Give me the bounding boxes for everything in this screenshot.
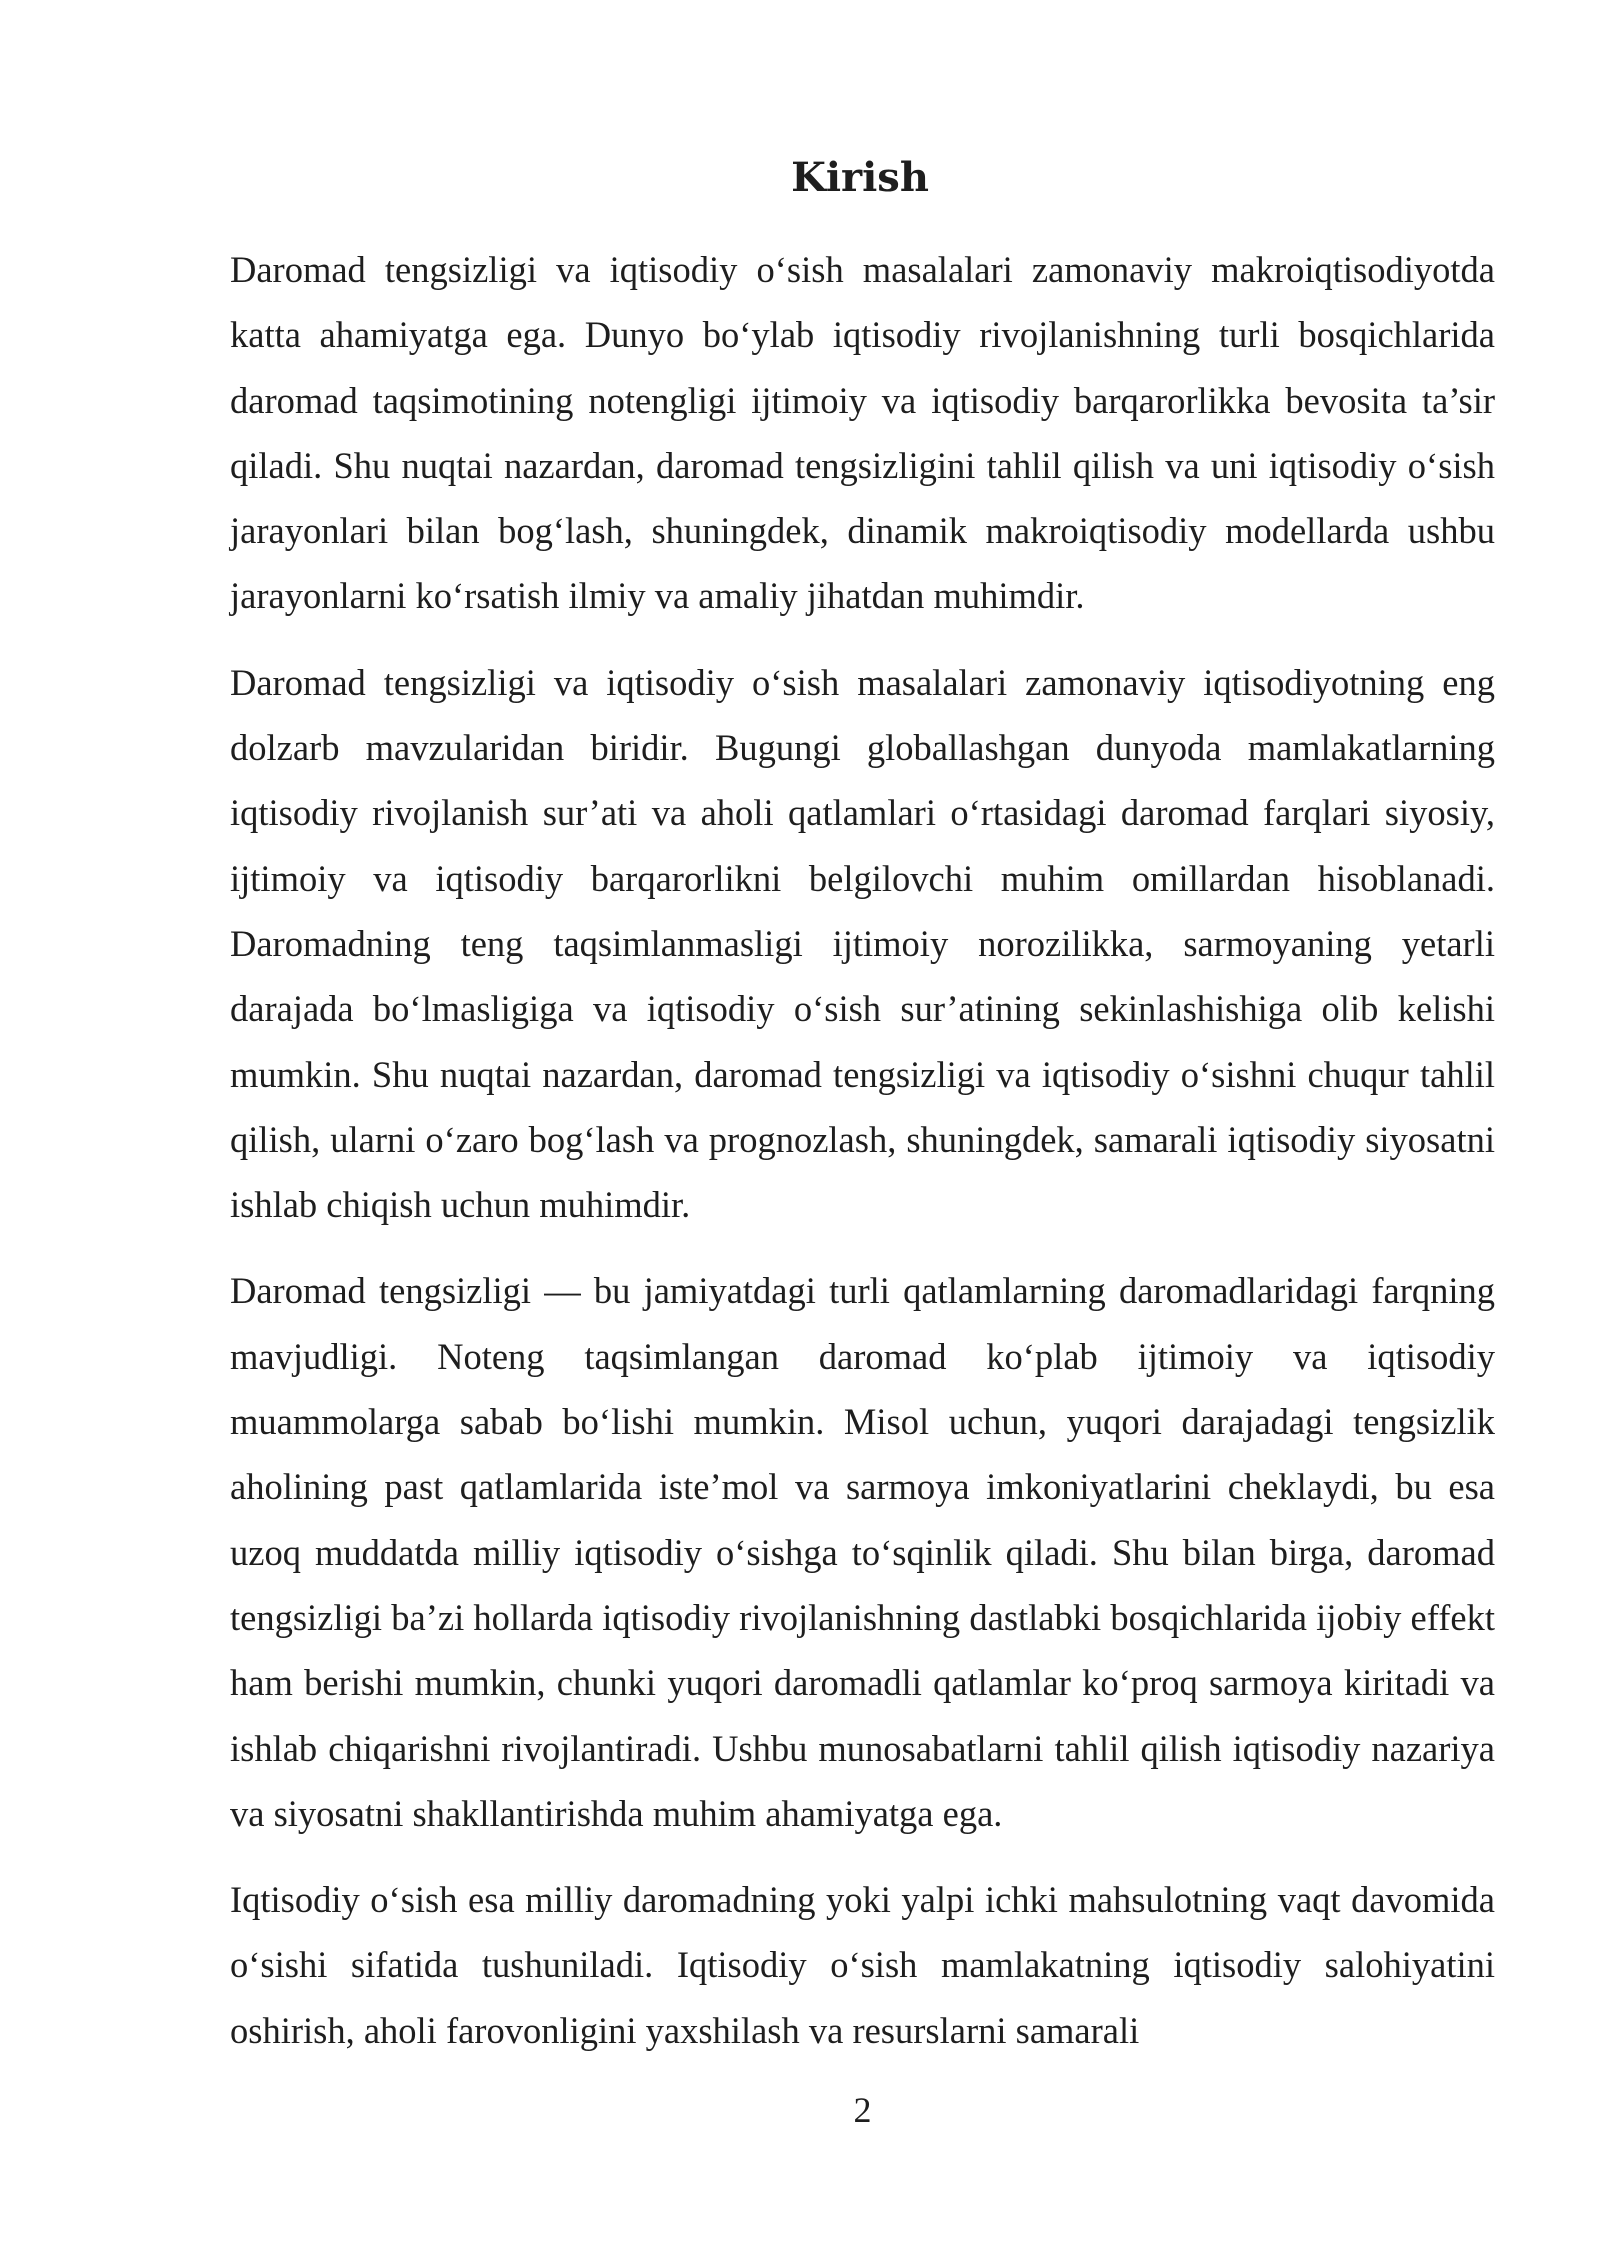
paragraph-2: Daromad tengsizligi va iqtisodiy o‘sish masalalari zamonaviy iqtisodiyotning eng dolzarb mavzularidan biridir. Bugungi globallashgan dunyoda mamlakatlarning iqtisodiy rivojlanish sur’ati va aholi qatlamlari o‘rtasidagi daromad farqlari siyosiy, ijtimoiy va iqtisodiy barqarorlikni belgilovchi muhim omillardan hisoblanadi. Daromadning teng taqsimlanmasligi ijtimoiy norozilikka, sarmoyaning yetarli darajada bo‘lmasligiga va iqtisodiy o‘sish sur’atining sekinlashishiga olib kelishi mumkin. Shu nuqtai nazardan, daromad tengsizligi va iqtisodiy o‘sishni chuqur tahlil qilish, ularni o‘zaro bog‘lash va prognozlash, shuningdek, samarali iqtisodiy siyosatni ishlab chiqish uchun muhimdir.: [230, 661, 1495, 1226]
page-number: 2: [853, 2090, 872, 2130]
paragraph-3: Daromad tengsizligi — bu jamiyatdagi turli qatlamlarning daromadlaridagi farqning mavjudligi. Noteng taqsimlangan daromad ko‘plab ijtimoiy va iqtisodiy muammolarga sabab bo‘lishi mumkin. Misol uchun, yuqori darajadagi tengsizlik aholining past qatlamlarida iste’mol va sarmoya imkoniyatlarini cheklaydi, bu esa uzoq muddatda milliy iqtisodiy o‘sishga to‘sqinlik qiladi. Shu bilan birga, daromad tengsizligi ba’zi hollarda iqtisodiy rivojlanishning dastlabki bosqichlarida ijobiy effekt ham berishi mumkin, chunki yuqori daromadli qatlamlar ko‘proq sarmoya kiritadi va ishlab chiqarishni rivojlantiradi. Ushbu munosabatlarni tahlil qilish iqtisodiy nazariya va siyosatni shakllantirishda muhim ahamiyatga ega.: [230, 1270, 1495, 1834]
paragraph-1: Daromad tengsizligi va iqtisodiy o‘sish masalalari zamonaviy makroiqtisodiyotda katta ahamiyatga ega. Dunyo bo‘ylab iqtisodiy rivojlanishning turli bosqichlarida daromad taqsimotining notengligi ijtimoiy va iqtisodiy barqarorlikka bevosita ta’sir qiladi. Shu nuqtai nazardan, daromad tengsizligini tahlil qilish va uni iqtisodiy o‘sish jarayonlari bilan bog‘lash, shuningdek, dinamik makroiqtisodiy modellarda ushbu jarayonlarni ko‘rsatish ilmiy va amaliy jihatdan muhimdir.: [230, 249, 1495, 617]
section-title: Kirish: [791, 154, 929, 201]
paragraph-4: Iqtisodiy o‘sish esa milliy daromadning yoki yalpi ichki mahsulotning vaqt davomida o‘sishi sifatida tushuniladi. Iqtisodiy o‘sish mamlakatning iqtisodiy salohiyatini oshirish, aholi farovonligini yaxshilash va resurslarni samarali: [230, 1879, 1495, 2051]
body-text: [230, 237, 1495, 2084]
